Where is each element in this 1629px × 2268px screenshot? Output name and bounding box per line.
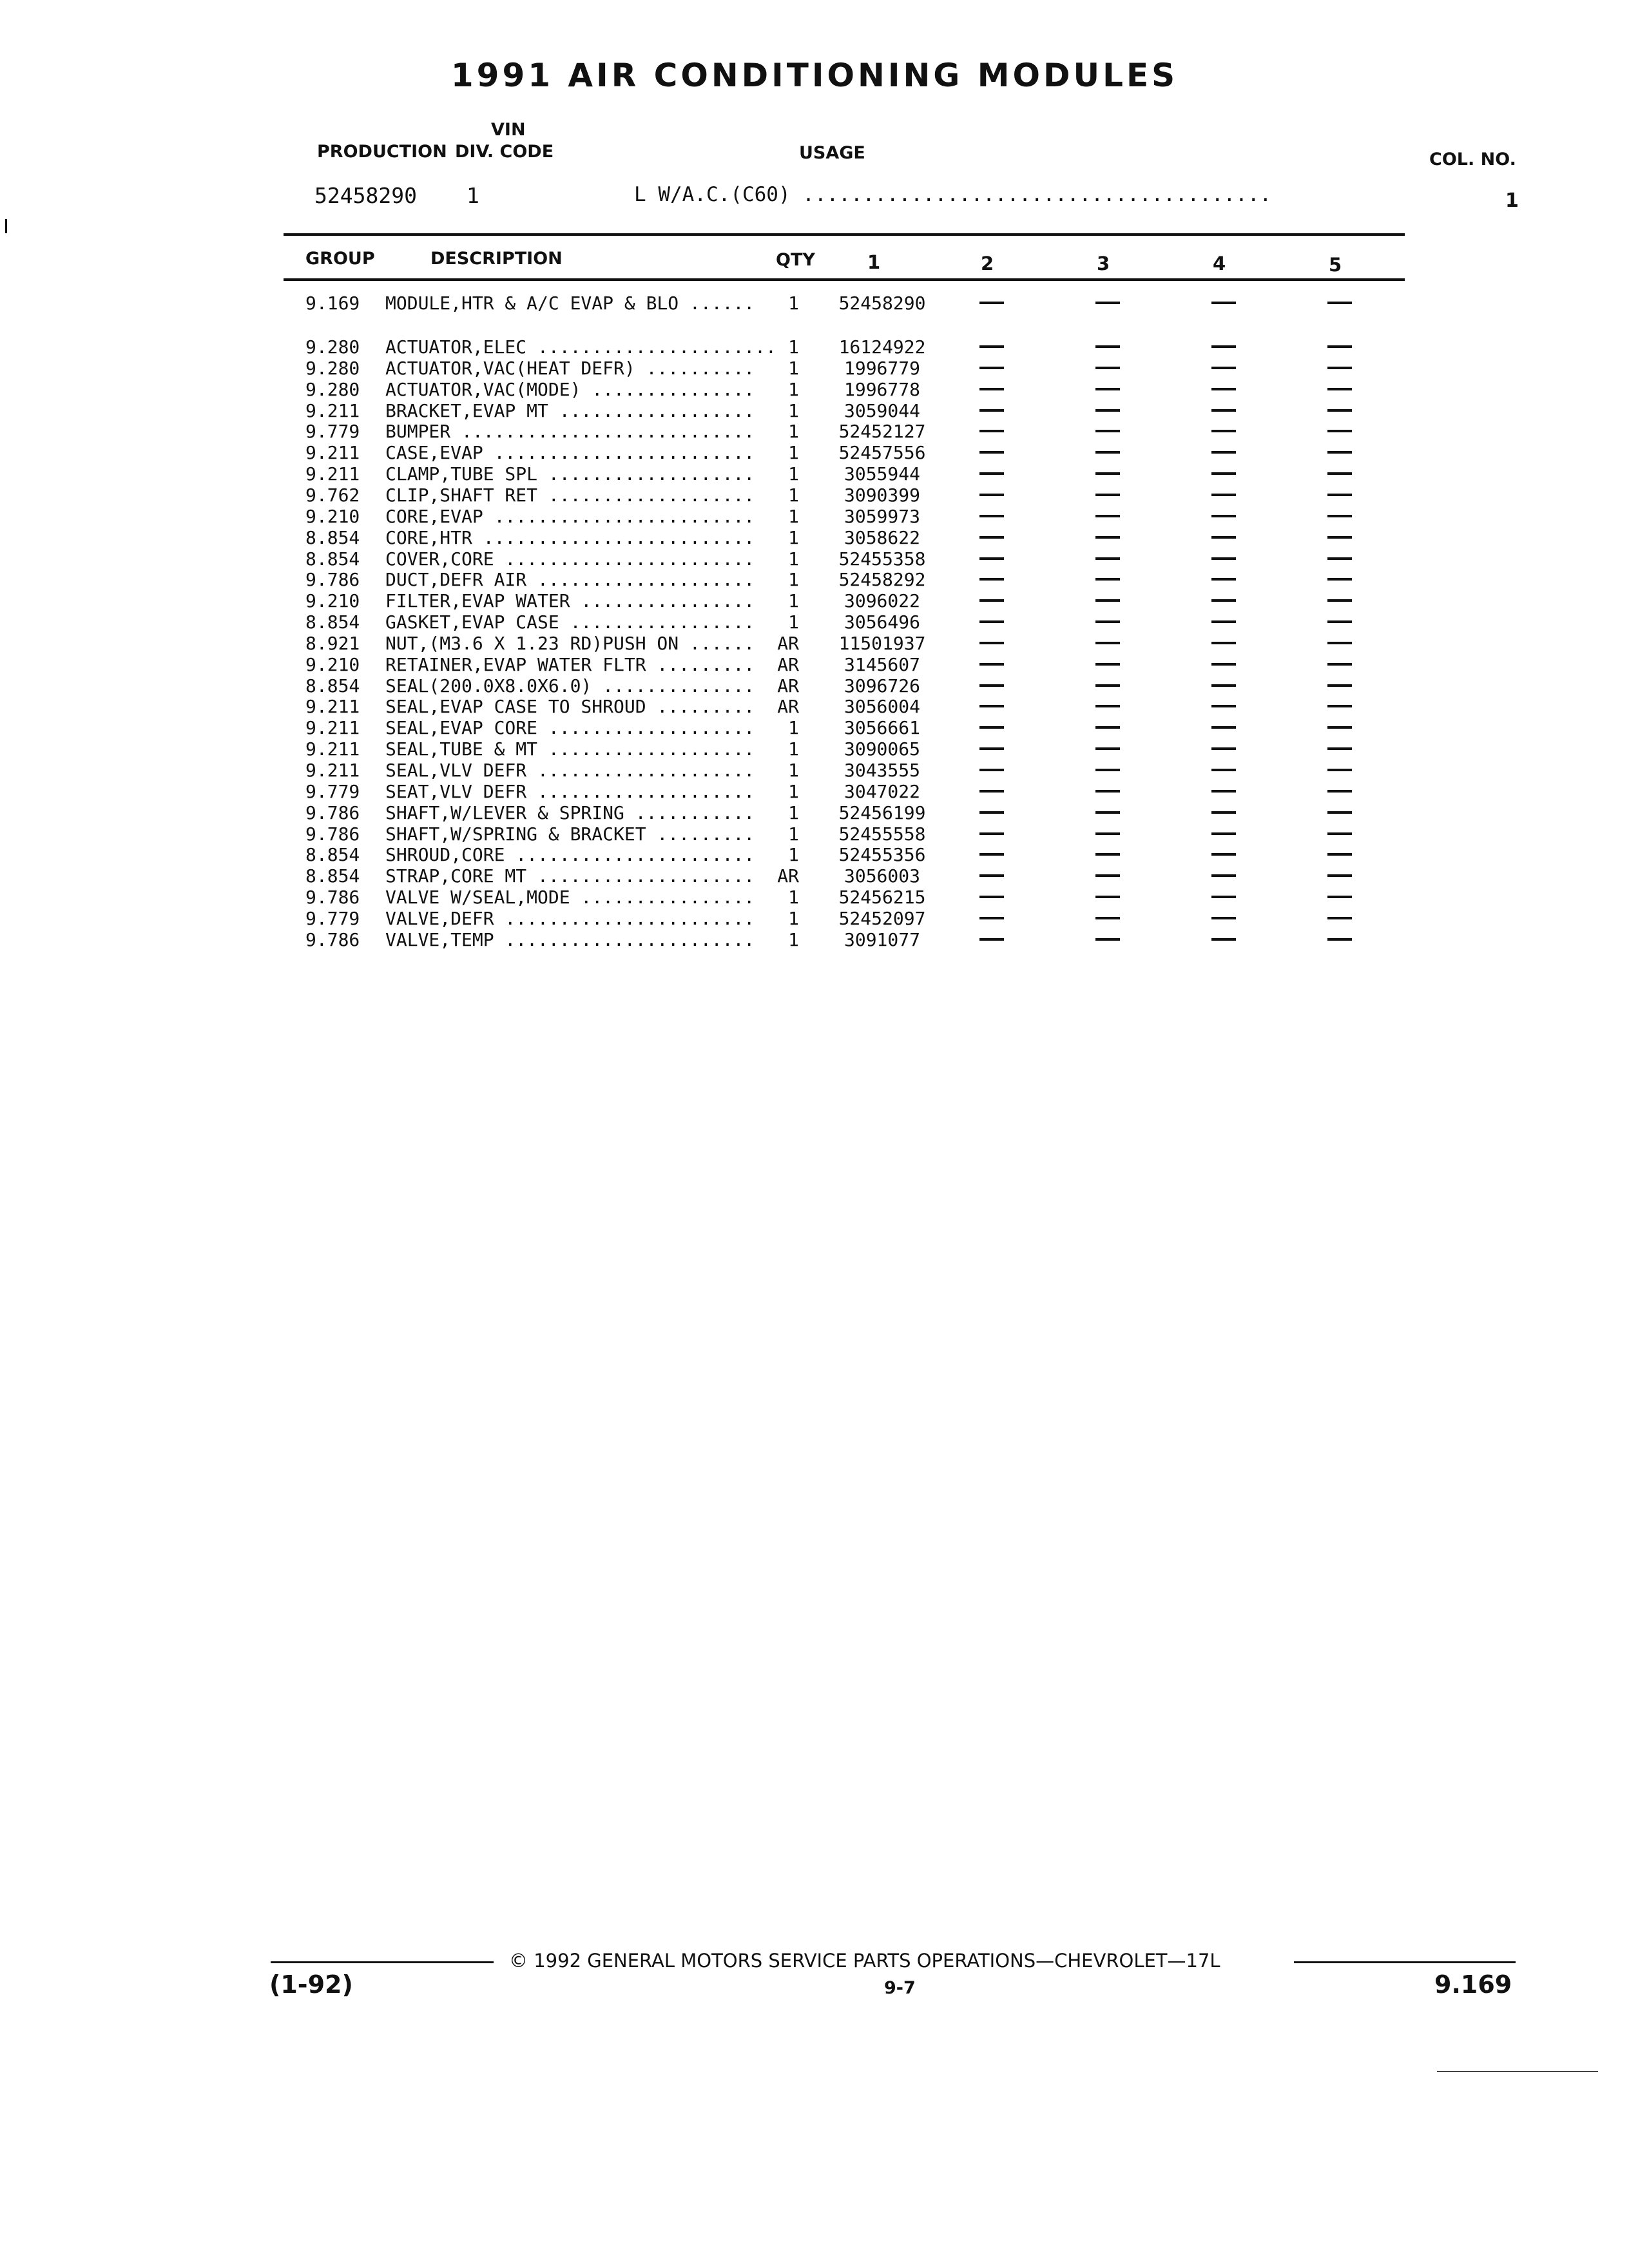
qty-cell: AR — [777, 675, 799, 697]
copyright-text: © 1992 GENERAL MOTORS SERVICE PARTS OPERATIONS—CHEVROLET—17L — [509, 1950, 1220, 1972]
dash-col-2 — [979, 494, 1004, 496]
dash-col-3 — [1095, 769, 1120, 771]
description-cell: VALVE,TEMP ....................... — [385, 928, 755, 950]
dash-col-2 — [979, 430, 1004, 432]
section-number: 9.169 — [1434, 1970, 1512, 1999]
part-number-cell: 1996778 — [843, 378, 920, 400]
part-number-cell: 52456215 — [838, 887, 926, 908]
footer-rule-right — [1294, 1961, 1516, 1963]
description-cell: SHROUD,CORE ...................... — [385, 844, 755, 866]
dash-col-2 — [979, 769, 1004, 771]
dash-col-5 — [1327, 684, 1352, 687]
group-cell: 9.169 — [305, 293, 360, 314]
table-row — [0, 548, 1629, 570]
part-number-cell: 11501937 — [838, 632, 926, 654]
group-cell: 8.854 — [305, 844, 360, 866]
dash-col-3 — [1095, 684, 1120, 687]
description-cell: SEAL,EVAP CORE ................... — [385, 717, 755, 739]
dash-col-3 — [1095, 599, 1120, 602]
table-row — [0, 590, 1629, 611]
part-number-cell: 52455356 — [838, 844, 926, 866]
group-cell: 9.211 — [305, 738, 360, 760]
dash-col-5 — [1327, 536, 1352, 539]
production-label: PRODUCTION — [317, 142, 447, 162]
table-row — [0, 887, 1629, 908]
dash-col-5 — [1327, 874, 1352, 877]
dash-col-3 — [1095, 302, 1120, 304]
dash-col-3 — [1095, 557, 1120, 560]
description-cell: ACTUATOR,ELEC ...................... — [385, 336, 776, 358]
dash-col-2 — [979, 642, 1004, 644]
dash-col-2 — [979, 938, 1004, 941]
dash-col-4 — [1211, 367, 1236, 369]
table-row — [0, 717, 1629, 738]
table-row — [0, 463, 1629, 485]
dash-col-4 — [1211, 917, 1236, 919]
dash-col-3 — [1095, 832, 1120, 835]
description-cell: VALVE,DEFR ....................... — [385, 907, 755, 929]
dash-col-3 — [1095, 705, 1120, 707]
dash-col-4 — [1211, 345, 1236, 348]
group-cell: 8.921 — [305, 632, 360, 654]
col-header-1: 1 — [867, 251, 881, 273]
dash-col-4 — [1211, 557, 1236, 560]
dash-col-2 — [979, 578, 1004, 581]
dash-col-2 — [979, 684, 1004, 687]
group-cell: 9.210 — [305, 505, 360, 527]
description-cell: SHAFT,W/SPRING & BRACKET ......... — [385, 823, 755, 845]
dash-col-3 — [1095, 620, 1120, 623]
div-code-label: DIV. CODE — [455, 142, 554, 162]
group-cell: 9.210 — [305, 653, 360, 675]
qty-cell: 1 — [788, 907, 799, 929]
dash-col-3 — [1095, 938, 1120, 941]
description-cell: FILTER,EVAP WATER ................ — [385, 590, 755, 612]
description-cell: SEAL(200.0X8.0X6.0) .............. — [385, 675, 755, 697]
table-row — [0, 293, 1629, 314]
part-number-cell: 3096022 — [843, 590, 920, 612]
dash-col-2 — [979, 388, 1004, 390]
dash-col-5 — [1327, 409, 1352, 412]
dash-col-4 — [1211, 769, 1236, 771]
dash-col-3 — [1095, 917, 1120, 919]
dash-col-3 — [1095, 345, 1120, 348]
table-row — [0, 760, 1629, 781]
dash-col-3 — [1095, 874, 1120, 877]
part-number-cell: 3056496 — [843, 611, 920, 633]
description-cell: SEAL,VLV DEFR .................... — [385, 760, 755, 781]
dash-col-3 — [1095, 515, 1120, 517]
dash-col-4 — [1211, 790, 1236, 793]
part-number-cell: 3047022 — [843, 780, 920, 802]
part-number-cell: 3145607 — [843, 653, 920, 675]
col-header-qty: QTY — [776, 250, 815, 270]
usage-label: USAGE — [799, 143, 865, 163]
description-cell: MODULE,HTR & A/C EVAP & BLO ...... — [385, 293, 755, 314]
col-header-group: GROUP — [305, 249, 375, 269]
dash-col-4 — [1211, 747, 1236, 750]
table-row — [0, 823, 1629, 845]
group-cell: 9.779 — [305, 780, 360, 802]
group-cell: 8.854 — [305, 865, 360, 887]
dash-col-2 — [979, 853, 1004, 856]
table-row — [0, 358, 1629, 379]
description-cell: RETAINER,EVAP WATER FLTR ......... — [385, 653, 755, 675]
page-title: 1991 AIR CONDITIONING MODULES — [450, 57, 1179, 94]
group-cell: 8.854 — [305, 526, 360, 548]
qty-cell: 1 — [788, 399, 799, 421]
qty-cell: AR — [777, 696, 799, 718]
dash-col-3 — [1095, 409, 1120, 412]
group-cell: 9.779 — [305, 421, 360, 443]
qty-cell: 1 — [788, 421, 799, 443]
part-number-cell: 3056003 — [843, 865, 920, 887]
group-cell: 9.786 — [305, 569, 360, 591]
description-cell: CASE,EVAP ........................ — [385, 442, 755, 464]
dash-col-4 — [1211, 536, 1236, 539]
part-number-cell: 3091077 — [843, 928, 920, 950]
table-row — [0, 485, 1629, 506]
dash-col-2 — [979, 663, 1004, 666]
qty-cell: 1 — [788, 293, 799, 314]
qty-cell: 1 — [788, 780, 799, 802]
table-row — [0, 421, 1629, 442]
qty-cell: 1 — [788, 484, 799, 506]
qty-cell: 1 — [788, 760, 799, 781]
group-cell: 9.211 — [305, 696, 360, 718]
margin-mark — [5, 219, 7, 233]
dash-col-3 — [1095, 790, 1120, 793]
group-cell: 9.211 — [305, 717, 360, 739]
dash-col-3 — [1095, 578, 1120, 581]
col-header-4: 4 — [1213, 253, 1226, 274]
dash-col-5 — [1327, 367, 1352, 369]
part-number-cell: 3043555 — [843, 760, 920, 781]
col-header-5: 5 — [1329, 254, 1342, 276]
qty-cell: 1 — [788, 844, 799, 866]
group-cell: 9.280 — [305, 336, 360, 358]
dash-col-5 — [1327, 917, 1352, 919]
group-cell: 8.854 — [305, 611, 360, 633]
part-number-cell: 52455558 — [838, 823, 926, 845]
group-cell: 9.786 — [305, 887, 360, 908]
revision-label: (1-92) — [269, 1970, 353, 1999]
qty-cell: 1 — [788, 823, 799, 845]
dash-col-3 — [1095, 853, 1120, 856]
description-cell: BRACKET,EVAP MT .................. — [385, 399, 755, 421]
part-number-cell: 52458290 — [838, 293, 926, 314]
dash-col-5 — [1327, 705, 1352, 707]
dash-col-2 — [979, 874, 1004, 877]
dash-col-3 — [1095, 430, 1120, 432]
dash-col-2 — [979, 472, 1004, 475]
dash-col-5 — [1327, 515, 1352, 517]
dash-col-4 — [1211, 599, 1236, 602]
group-cell: 8.854 — [305, 675, 360, 697]
group-cell: 9.211 — [305, 399, 360, 421]
dash-col-5 — [1327, 578, 1352, 581]
part-number-cell: 3058622 — [843, 526, 920, 548]
description-cell: COVER,CORE ....................... — [385, 548, 755, 570]
dash-col-3 — [1095, 642, 1120, 644]
qty-cell: 1 — [788, 802, 799, 823]
part-number-cell: 52458292 — [838, 569, 926, 591]
dash-col-2 — [979, 896, 1004, 898]
part-number-cell: 16124922 — [838, 336, 926, 358]
qty-cell: 1 — [788, 378, 799, 400]
dash-col-2 — [979, 747, 1004, 750]
table-row — [0, 506, 1629, 527]
dash-col-4 — [1211, 853, 1236, 856]
dash-col-2 — [979, 620, 1004, 623]
dash-col-4 — [1211, 705, 1236, 707]
dash-col-5 — [1327, 642, 1352, 644]
qty-cell: 1 — [788, 738, 799, 760]
dash-col-4 — [1211, 620, 1236, 623]
dash-col-5 — [1327, 388, 1352, 390]
description-cell: NUT,(M3.6 X 1.23 RD)PUSH ON ...... — [385, 632, 755, 654]
table-row — [0, 929, 1629, 950]
qty-cell: AR — [777, 865, 799, 887]
dash-col-4 — [1211, 811, 1236, 814]
part-number-cell: 3090065 — [843, 738, 920, 760]
dash-col-2 — [979, 599, 1004, 602]
dash-col-5 — [1327, 769, 1352, 771]
dash-col-3 — [1095, 367, 1120, 369]
dash-col-3 — [1095, 451, 1120, 454]
qty-cell: AR — [777, 632, 799, 654]
table-row — [0, 569, 1629, 590]
table-row — [0, 844, 1629, 865]
dash-col-3 — [1095, 536, 1120, 539]
group-cell: 9.211 — [305, 442, 360, 464]
col-no-label: COL. NO. — [1429, 149, 1516, 169]
dash-col-5 — [1327, 451, 1352, 454]
group-cell: 9.786 — [305, 802, 360, 823]
table-row — [0, 400, 1629, 421]
col-header-3: 3 — [1097, 253, 1110, 274]
description-cell: VALVE W/SEAL,MODE ................ — [385, 887, 755, 908]
dash-col-4 — [1211, 938, 1236, 941]
dash-col-4 — [1211, 494, 1236, 496]
table-row — [0, 675, 1629, 697]
col-header-2: 2 — [981, 253, 994, 274]
dash-col-4 — [1211, 874, 1236, 877]
dash-col-5 — [1327, 896, 1352, 898]
production-value: 52458290 — [314, 183, 417, 208]
page-number: 9-7 — [884, 1978, 916, 1998]
group-cell: 9.280 — [305, 357, 360, 379]
part-number-cell: 52452097 — [838, 907, 926, 929]
part-number-cell: 3096726 — [843, 675, 920, 697]
group-cell: 9.211 — [305, 463, 360, 485]
qty-cell: 1 — [788, 548, 799, 570]
dash-col-3 — [1095, 811, 1120, 814]
dash-col-4 — [1211, 472, 1236, 475]
description-cell: ACTUATOR,VAC(MODE) ............... — [385, 378, 755, 400]
dash-col-2 — [979, 345, 1004, 348]
dash-col-4 — [1211, 409, 1236, 412]
table-row — [0, 781, 1629, 802]
vin-label: VIN — [491, 120, 526, 140]
dash-col-3 — [1095, 494, 1120, 496]
dash-col-5 — [1327, 832, 1352, 835]
dash-col-3 — [1095, 747, 1120, 750]
table-row — [0, 802, 1629, 823]
group-cell: 9.210 — [305, 590, 360, 612]
dash-col-5 — [1327, 430, 1352, 432]
table-row — [0, 908, 1629, 929]
group-cell: 9.786 — [305, 823, 360, 845]
dash-col-2 — [979, 917, 1004, 919]
dash-col-3 — [1095, 726, 1120, 729]
qty-cell: 1 — [788, 463, 799, 485]
description-cell: SEAT,VLV DEFR .................... — [385, 780, 755, 802]
dash-col-5 — [1327, 472, 1352, 475]
group-cell: 9.211 — [305, 760, 360, 781]
group-cell: 9.762 — [305, 484, 360, 506]
part-number-cell: 52455358 — [838, 548, 926, 570]
part-number-cell: 1996779 — [843, 357, 920, 379]
part-number-cell: 52452127 — [838, 421, 926, 443]
dash-col-4 — [1211, 578, 1236, 581]
dash-col-2 — [979, 557, 1004, 560]
table-row — [0, 611, 1629, 633]
table-row — [0, 336, 1629, 358]
dash-col-3 — [1095, 663, 1120, 666]
div-code-value: 1 — [467, 183, 479, 208]
dash-col-5 — [1327, 663, 1352, 666]
description-cell: GASKET,EVAP CASE ................. — [385, 611, 755, 633]
qty-cell: 1 — [788, 336, 799, 358]
group-cell: 8.854 — [305, 548, 360, 570]
dash-col-3 — [1095, 388, 1120, 390]
dash-col-5 — [1327, 938, 1352, 941]
group-cell: 9.779 — [305, 907, 360, 929]
table-row — [0, 442, 1629, 463]
table-header-rule — [284, 278, 1405, 281]
dash-col-5 — [1327, 599, 1352, 602]
part-number-cell: 3055944 — [843, 463, 920, 485]
qty-cell: 1 — [788, 357, 799, 379]
col-no-value: 1 — [1505, 189, 1519, 212]
dash-col-4 — [1211, 896, 1236, 898]
part-number-cell: 3059044 — [843, 399, 920, 421]
qty-cell: 1 — [788, 611, 799, 633]
group-cell: 9.786 — [305, 928, 360, 950]
dash-col-2 — [979, 536, 1004, 539]
description-cell: ACTUATOR,VAC(HEAT DEFR) .......... — [385, 357, 755, 379]
footer-rule-left — [271, 1961, 494, 1963]
col-header-description: DESCRIPTION — [430, 249, 563, 269]
dash-col-2 — [979, 367, 1004, 369]
dash-col-2 — [979, 302, 1004, 304]
qty-cell: 1 — [788, 590, 799, 612]
part-number-cell: 3056661 — [843, 717, 920, 739]
dash-col-4 — [1211, 663, 1236, 666]
description-cell: CORE,EVAP ........................ — [385, 505, 755, 527]
table-top-rule — [284, 233, 1405, 236]
group-cell: 9.280 — [305, 378, 360, 400]
dash-col-5 — [1327, 811, 1352, 814]
dash-col-2 — [979, 409, 1004, 412]
description-cell: CLAMP,TUBE SPL ................... — [385, 463, 755, 485]
usage-value: L W/A.C.(C60) ....................................... — [634, 183, 1272, 206]
description-cell: CORE,HTR ......................... — [385, 526, 755, 548]
part-number-cell: 3059973 — [843, 505, 920, 527]
dash-col-3 — [1095, 472, 1120, 475]
dash-col-4 — [1211, 430, 1236, 432]
table-row — [0, 379, 1629, 400]
description-cell: SEAL,EVAP CASE TO SHROUD ......... — [385, 696, 755, 718]
dash-col-5 — [1327, 557, 1352, 560]
dash-col-4 — [1211, 726, 1236, 729]
table-row — [0, 696, 1629, 717]
part-number-cell: 3056004 — [843, 696, 920, 718]
table-row — [0, 865, 1629, 887]
dash-col-4 — [1211, 642, 1236, 644]
dash-col-2 — [979, 790, 1004, 793]
dash-col-2 — [979, 451, 1004, 454]
dash-col-5 — [1327, 302, 1352, 304]
description-cell: STRAP,CORE MT .................... — [385, 865, 755, 887]
description-cell: BUMPER ........................... — [385, 421, 755, 443]
scan-edge-line — [1437, 2071, 1598, 2072]
dash-col-4 — [1211, 451, 1236, 454]
qty-cell: 1 — [788, 505, 799, 527]
qty-cell: 1 — [788, 526, 799, 548]
dash-col-2 — [979, 832, 1004, 835]
qty-cell: 1 — [788, 928, 799, 950]
part-number-cell: 52456199 — [838, 802, 926, 823]
dash-col-5 — [1327, 726, 1352, 729]
description-cell: SHAFT,W/LEVER & SPRING ........... — [385, 802, 755, 823]
table-row — [0, 633, 1629, 654]
description-cell: SEAL,TUBE & MT ................... — [385, 738, 755, 760]
qty-cell: 1 — [788, 569, 799, 591]
qty-cell: 1 — [788, 442, 799, 464]
table-row — [0, 654, 1629, 675]
dash-col-4 — [1211, 388, 1236, 390]
dash-col-4 — [1211, 684, 1236, 687]
dash-col-5 — [1327, 620, 1352, 623]
dash-col-2 — [979, 705, 1004, 707]
dash-col-5 — [1327, 747, 1352, 750]
dash-col-4 — [1211, 832, 1236, 835]
table-row — [0, 738, 1629, 760]
qty-cell: AR — [777, 653, 799, 675]
qty-cell: 1 — [788, 717, 799, 739]
qty-cell: 1 — [788, 887, 799, 908]
table-row — [0, 527, 1629, 548]
description-cell: DUCT,DEFR AIR .................... — [385, 569, 755, 591]
part-number-cell: 3090399 — [843, 484, 920, 506]
dash-col-5 — [1327, 494, 1352, 496]
dash-col-4 — [1211, 515, 1236, 517]
dash-col-2 — [979, 515, 1004, 517]
dash-col-2 — [979, 726, 1004, 729]
part-number-cell: 52457556 — [838, 442, 926, 464]
dash-col-5 — [1327, 853, 1352, 856]
dash-col-2 — [979, 811, 1004, 814]
dash-col-4 — [1211, 302, 1236, 304]
dash-col-3 — [1095, 896, 1120, 898]
description-cell: CLIP,SHAFT RET ................... — [385, 484, 755, 506]
dash-col-5 — [1327, 790, 1352, 793]
dash-col-5 — [1327, 345, 1352, 348]
